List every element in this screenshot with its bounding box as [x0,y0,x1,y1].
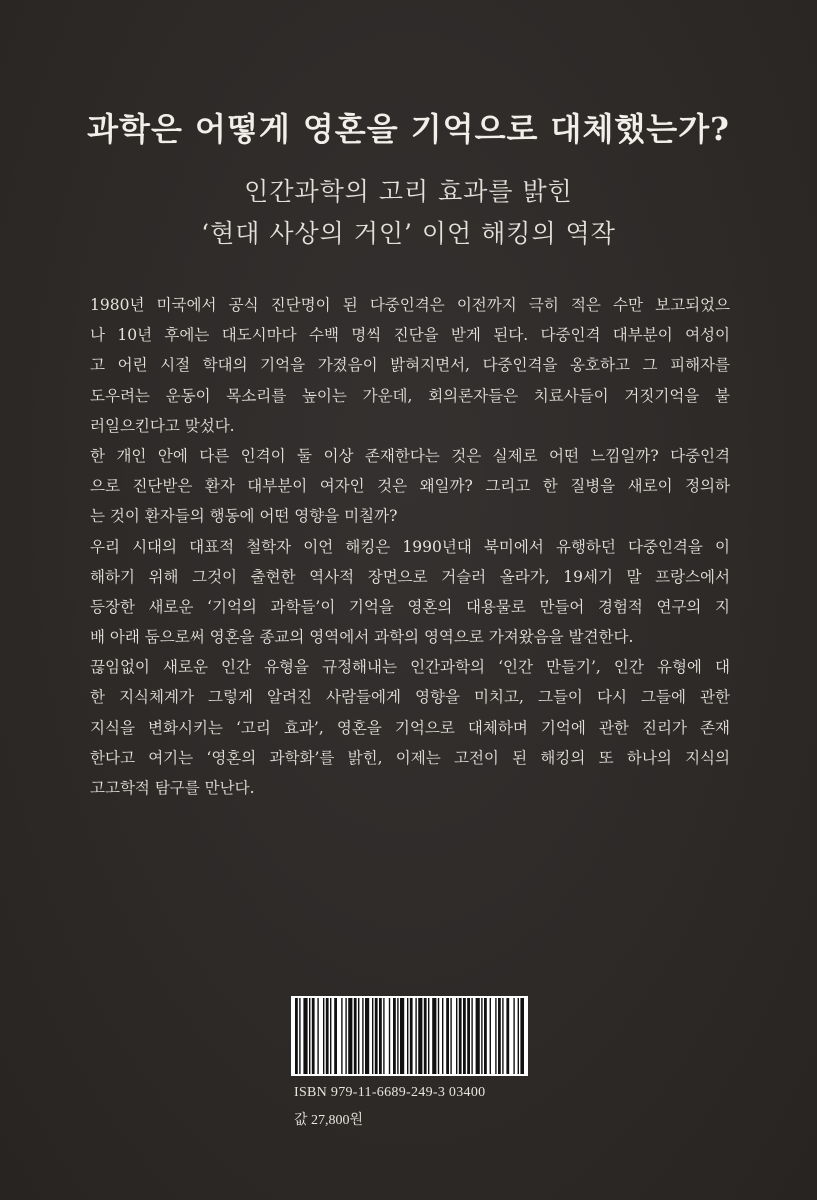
barcode-bar [309,998,310,1074]
blurb-line: 지식을 변화시키는 ‘고리 효과’, 영혼을 기억으로 대체하며 기억에 관한 진리가 존재 [90,718,730,737]
barcode-bar [348,998,352,1074]
barcode-bar [375,998,378,1074]
barcode-bar [407,998,408,1074]
barcode-bar [295,998,298,1074]
barcode-bar [490,998,491,1074]
blurb-line: 고고학적 탐구를 만난다. [90,779,255,797]
headline: 과학은 어떻게 영혼을 기억으로 대체했는가? [87,110,730,148]
barcode-bar [323,998,324,1074]
barcode-bar [418,998,422,1074]
barcode-bar [317,998,318,1074]
barcode-bar [498,998,501,1074]
subtitle-line-2: ‘현대 사상의 거인’ 이언 해킹의 역작 [201,219,616,248]
barcode-bars [291,996,528,1076]
barcode-bar [345,998,346,1074]
barcode-bar [358,998,359,1074]
subtitle-line-1: 인간과학의 고리 효과를 밝힌 [244,177,573,206]
barcode-bar [432,998,436,1074]
barcode-bar [513,998,514,1074]
blurb-line: 는 것이 환자들의 행동에 어떤 영향을 미칠까? [90,507,398,526]
blurb-line: 끊임없이 새로운 인간 유형을 규정해내는 인간과학의 ‘인간 만들기’, 인간 유형에 대 [90,658,730,677]
barcode-bar [518,998,519,1074]
barcode-bar [506,998,509,1074]
barcode-bar [484,998,487,1074]
barcode-bar [467,998,470,1074]
barcode-bar [354,998,357,1074]
barcode-bar [303,998,307,1074]
barcode-bar [428,998,429,1074]
barcode-bar [481,998,482,1074]
barcode-bar [393,998,396,1074]
barcode-bar [379,998,382,1074]
barcode-bar [438,998,439,1074]
barcode-bar [471,998,472,1074]
barcode-bar [400,998,404,1074]
blurb-line: 한 지식체계가 그렇게 알려진 사람들에게 영향을 미치고, 그들이 다시 그들에 관한 [90,688,730,707]
barcode-bar [459,998,462,1074]
blurb-line: 등장한 새로운 ‘기억의 과학들’이 기억을 영혼의 대용물로 만들어 경험적 연구의 지 [90,597,730,616]
price-label: 값 27,800원 [294,1113,364,1128]
isbn-number: ISBN 979-11-6689-249-3 03400 [294,1085,486,1100]
blurb-line: 나 10년 후에는 대도시마다 수백 명씩 진단을 받게 된다. 다중인격 대부분이 여성이 [90,326,730,345]
barcode-bar [410,998,413,1074]
barcode-bar [456,998,457,1074]
barcode-bar [341,998,342,1074]
blurb-line: 1980년 미국에서 공식 진단명이 된 다중인격은 이전까지 극히 적은 수만 보고되었으 [90,296,730,314]
blurb-line: 러일으킨다고 맞섰다. [90,416,235,435]
barcode-bar [334,998,337,1074]
barcode-bar [372,998,373,1074]
barcode-bar [383,998,384,1074]
barcode-bar [442,998,443,1074]
barcode-bar [397,998,398,1074]
barcode-bar [365,998,369,1074]
barcode-bar [463,998,466,1074]
blurb-line: 도우려는 운동이 목소리를 높이는 가운데, 회의론자들은 치료사들이 거짓기억을 불 [90,386,730,405]
blurb-line: 고 어린 시절 학대의 기억을 가졌음이 밝혀지면서, 다중인격을 옹호하고 그 피해자를 [90,356,730,375]
blurb-line: 한 개인 안에 다른 인격이 둘 이상 존재한다는 것은 실제로 어떤 느낌일까? 다중인격 [90,446,730,465]
barcode-bar [312,998,315,1074]
blurb-line: 해하기 위해 그것이 출현한 역사적 장면으로 거슬러 올라가, 19세기 말 프랑스에서 [90,567,730,586]
barcode-bar [389,998,390,1074]
barcode [291,996,528,1076]
barcode-bar [362,998,363,1074]
blurb-line: 으로 진단받은 환자 대부분이 여자인 것은 왜일까? 그리고 한 질병을 새로이 정의하 [90,477,730,496]
barcode-bar [299,998,300,1074]
barcode-bar [450,998,451,1074]
barcode-bar [520,998,524,1074]
barcode-bar [415,998,416,1074]
blurb-line: 우리 시대의 대표적 철학자 이언 해킹은 1990년대 북미에서 유행하던 다중인격을 이 [90,537,730,556]
barcode-bar [424,998,427,1074]
barcode-bar [495,998,496,1074]
barcode-bar [330,998,331,1074]
blurb-line: 배 아래 둠으로써 영혼을 종교의 영역에서 과학의 영역으로 가져왔음을 발견한다. [90,628,634,647]
barcode-bar [502,998,503,1074]
barcode-bar [476,998,480,1074]
barcode-bar [326,998,329,1074]
blurb-line: 한다고 여기는 ‘영혼의 과학화’를 밝힌, 이제는 고전이 된 해킹의 또 하나의 지식의 [90,748,730,767]
blurb-text [90,290,730,803]
barcode-bar [446,998,449,1074]
